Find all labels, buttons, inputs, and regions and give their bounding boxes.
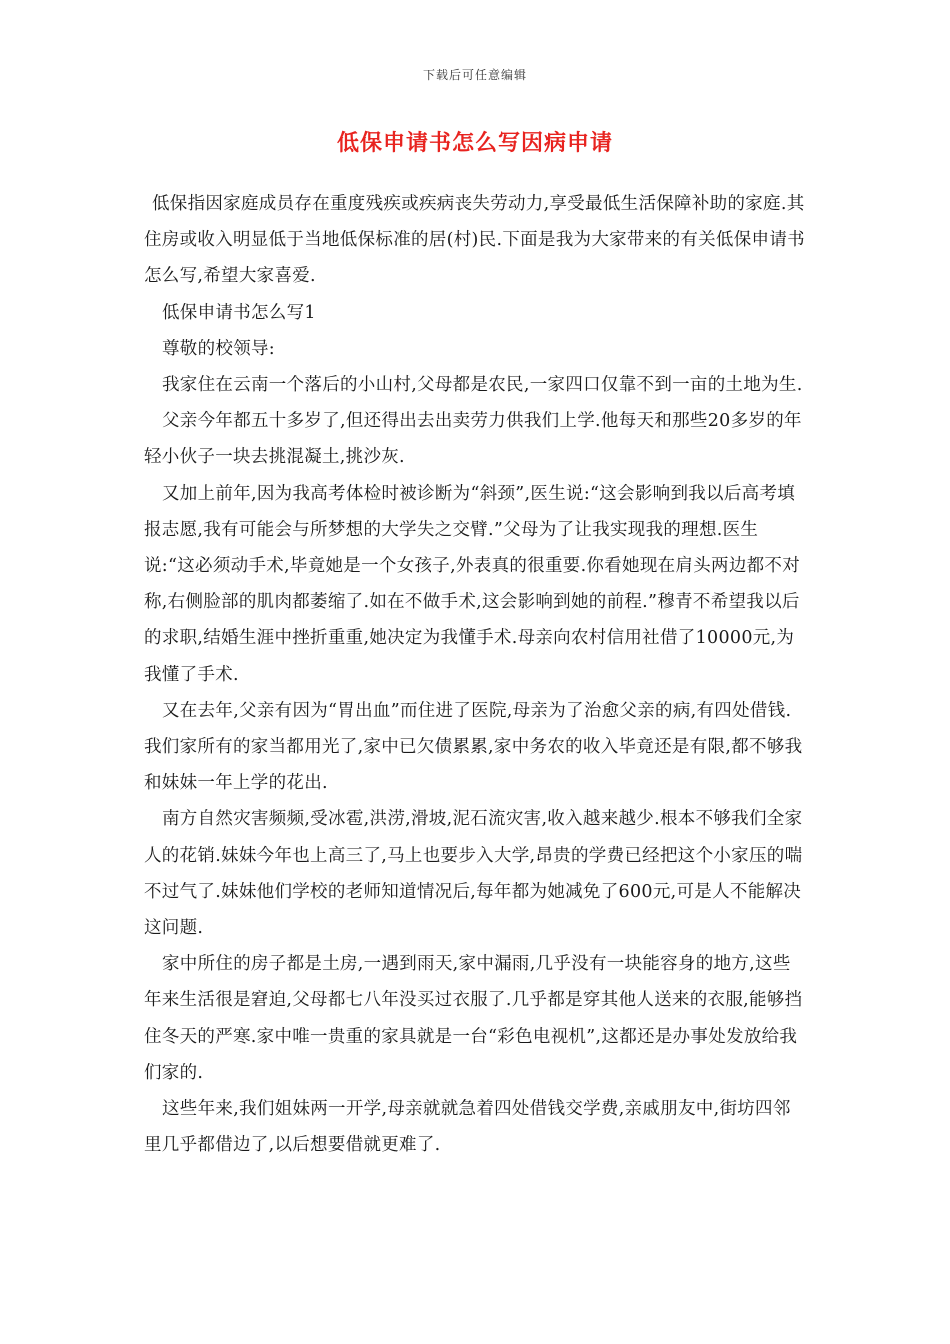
document-title: 低保申请书怎么写因病申请 — [336, 130, 613, 156]
intro-paragraph: 低保指因家庭成员存在重度残疾或疾病丧失劳动力,享受最低生活保障补助的家庭.其住房或收入明显低于当地低保标准的居(村)民.下面是我为大家带来的有关低保申请书怎么写,希望大家喜爱. — [144, 194, 805, 287]
salutation: 尊敬的校领导: — [162, 338, 275, 359]
document-body — [144, 186, 808, 1163]
paragraph: 父亲今年都五十多岁了,但还得出去出卖劳力供我们上学.他每天和那些20多岁的年轻小伙子一块去挑混凝土,挑沙灰. — [144, 411, 802, 468]
paragraph: 我家住在云南一个落后的小山村,父母都是农民,一家四口仅靠不到一亩的土地为生. — [162, 375, 803, 396]
paragraph: 家中所住的房子都是土房,一遇到雨天,家中漏雨,几乎没有一块能容身的地方,这些年来生活很是窘迫,父母都七八年没买过衣服了.几乎都是穿其他人送来的衣服,能够挡住冬天的严寒.家中唯一贵重的家具就是一台“彩色电视机”,这都还是办事处发放给我们家的. — [144, 954, 803, 1083]
paragraph: 又在去年,父亲有因为“胃出血”而住进了医院,母亲为了治愈父亲的病,有四处借钱.我们家所有的家当都用光了,家中已欠债累累,家中务农的收入毕竟还是有限,都不够我和妹妹一年上学的花出. — [144, 700, 803, 794]
paragraph: 又加上前年,因为我高考体检时被诊断为“斜颈”,医生说:“这会影响到我以后高考填报志愿,我有可能会与所梦想的大学失之交臂.”父母为了让我实现我的理想.医生说:“这必须动手术,毕竟她是一个女孩子,外表真的很重要.你看她现在肩头两边都不对称,右侧脸部的肌肉都萎缩了.如在不做手术,这会影响到她的前程.”穆青不希望我以后的求职,结婚生涯中挫折重重,她决定为我懂手术.母亲向农村信用社借了10000元,为我懂了手术. — [144, 483, 801, 685]
header-note: 下载后可任意编辑 — [422, 68, 527, 82]
paragraph: 南方自然灾害频频,受冰雹,洪涝,滑坡,泥石流灾害,收入越来越少.根本不够我们全家人的花销.妹妹今年也上高三了,马上也要步入大学,昂贵的学费已经把这个小家压的喘不过气了.妹妹他们学校的老师知道情况后,每年都为她减免了600元,可是人不能解决这问题. — [144, 809, 803, 939]
section-heading: 低保申请书怎么写1 — [162, 302, 316, 323]
paragraph: 这些年来,我们姐妹两一开学,母亲就就急着四处借钱交学费,亲戚朋友中,街坊四邻里几乎都借边了,以后想要借就更难了. — [144, 1099, 791, 1156]
